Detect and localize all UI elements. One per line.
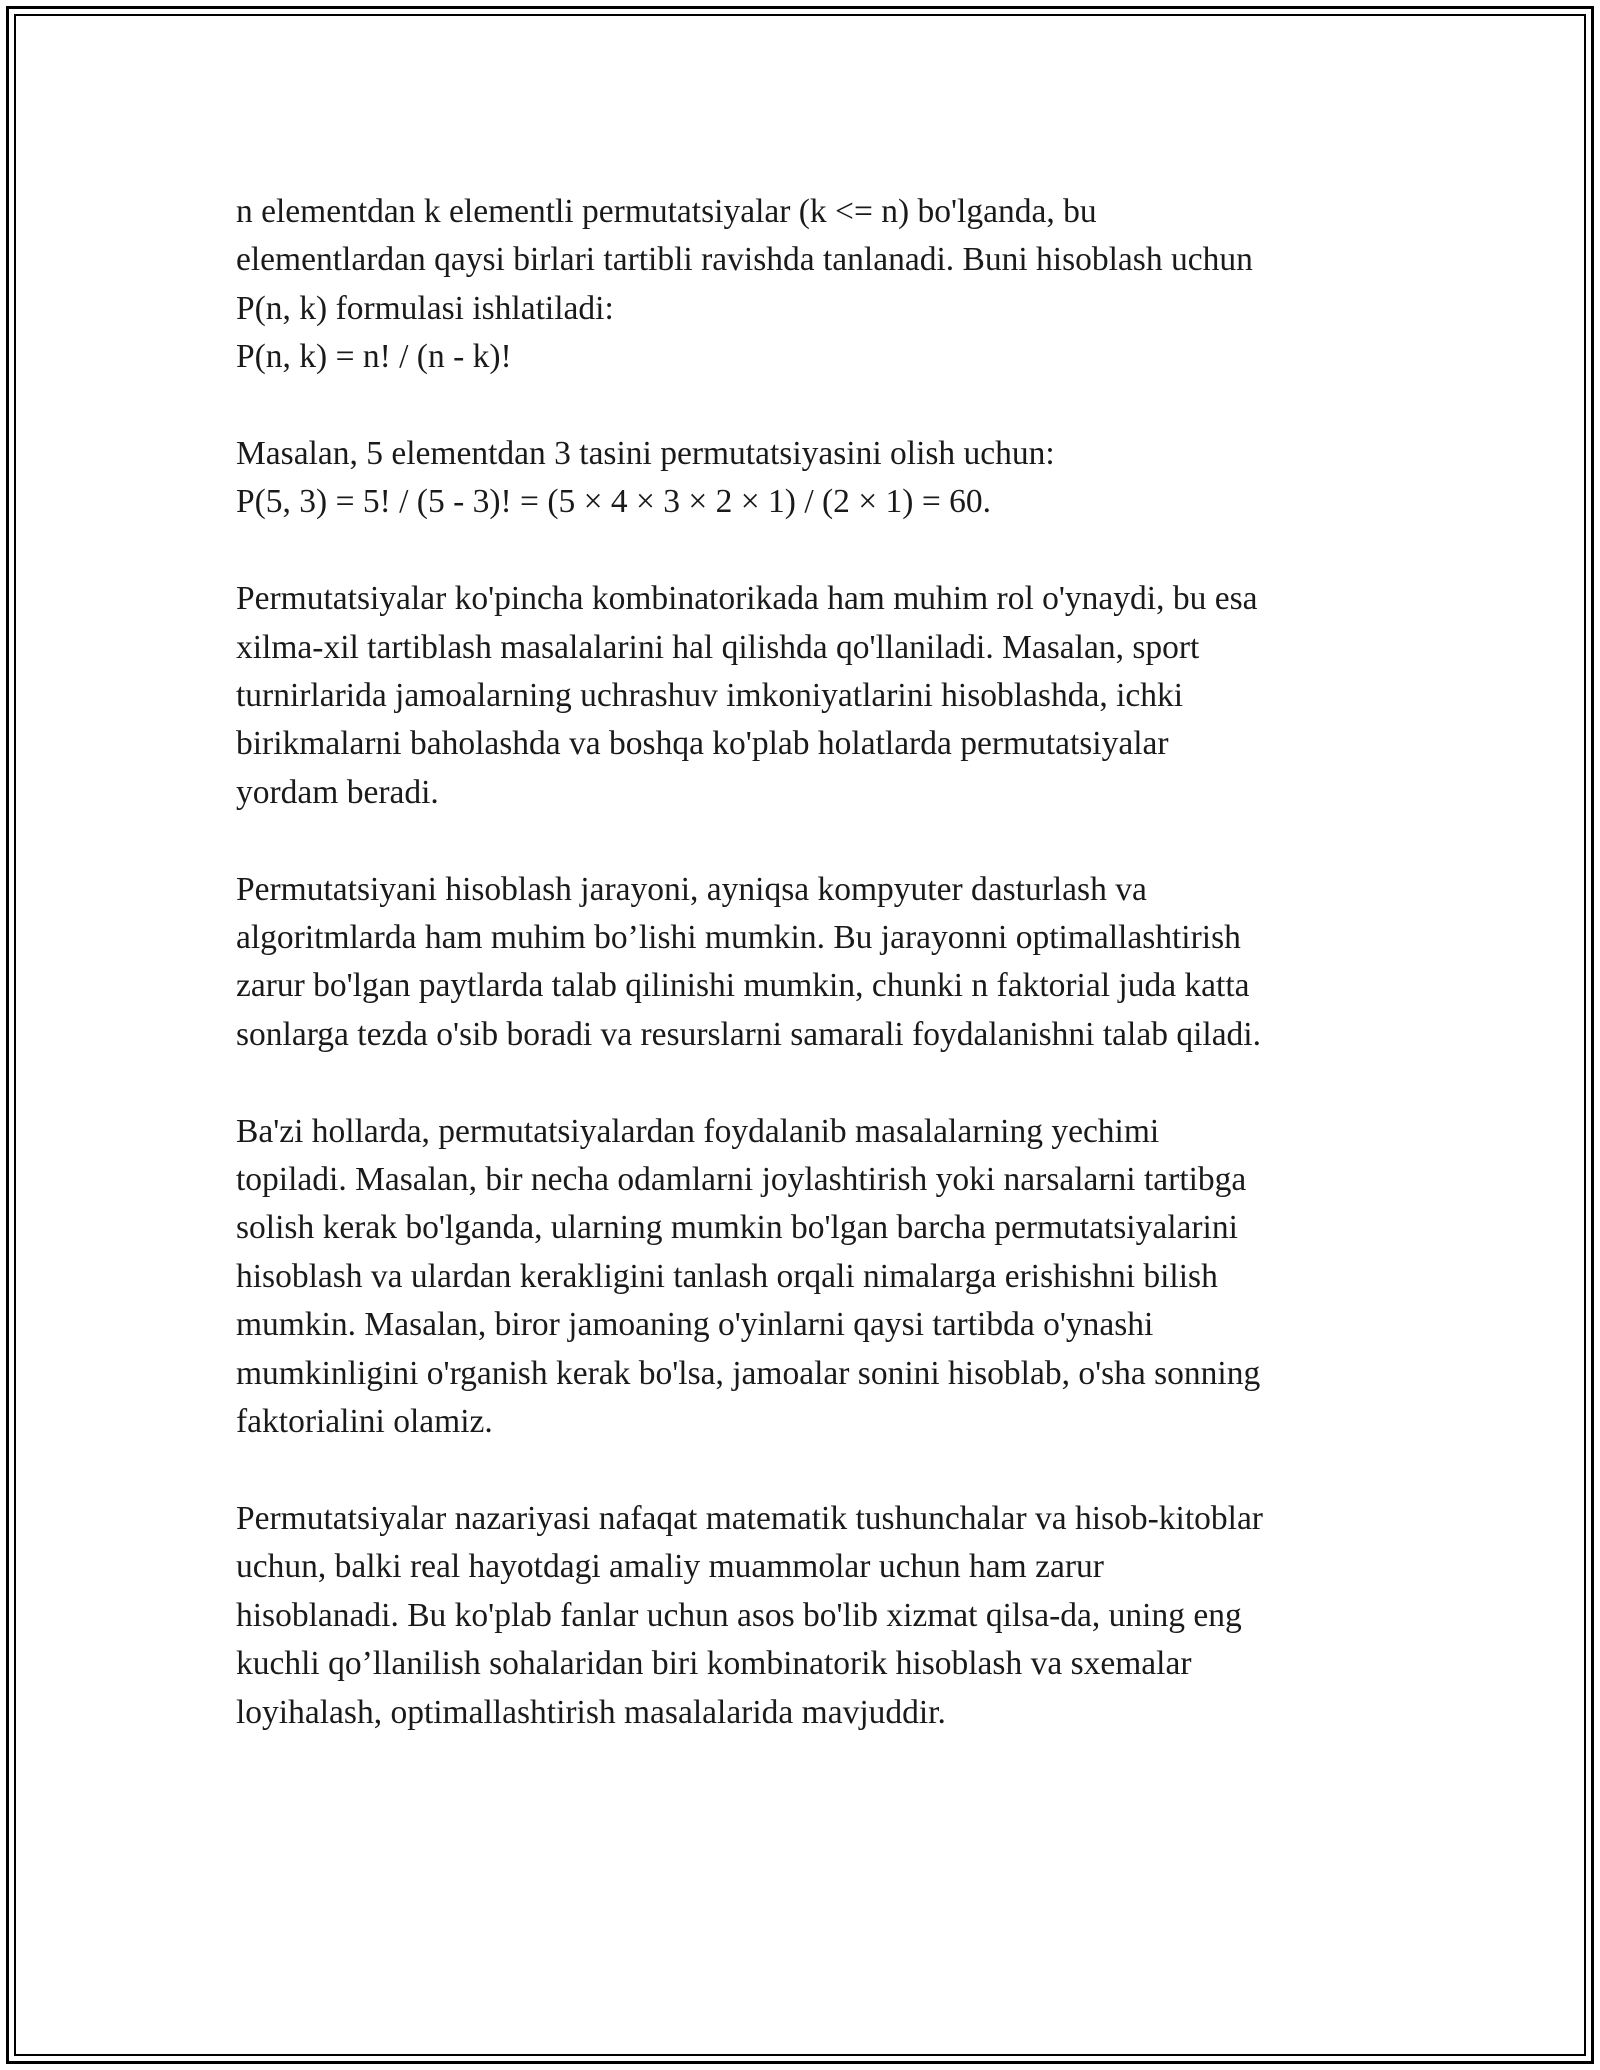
document-body bbox=[236, 188, 1396, 1785]
text-line: hisoblanadi. Bu ko'plab fanlar uchun asos bo'lib xizmat qilsa-da, uning eng bbox=[236, 1596, 1242, 1634]
text-line: solish kerak bo'lganda, ularning mumkin bo'lgan barcha permutatsiyalarini bbox=[236, 1209, 1238, 1247]
text-line: Ba'zi hollarda, permutatsiyalardan foydalanib masalalarning yechimi bbox=[236, 1112, 1160, 1150]
text-line: mumkin. Masalan, biror jamoaning o'yinlarni qaysi tartibda o'ynashi bbox=[236, 1306, 1154, 1344]
text-line: algoritmlarda ham muhim bo’lishi mumkin. Bu jarayonni optimallashtirish bbox=[236, 919, 1241, 957]
text-line: sonlarga tezda o'sib boradi va resurslarni samarali foydalanishni talab qiladi. bbox=[236, 1015, 1261, 1053]
text-line: topiladi. Masalan, bir necha odamlarni joylashtirish yoki narsalarni tartibga bbox=[236, 1161, 1247, 1199]
text-line: turnirlarida jamoalarning uchrashuv imkoniyatlarini hisoblashda, ichki bbox=[236, 677, 1184, 715]
text-line: elementlardan qaysi birlari tartibli ravishda tanlanadi. Buni hisoblash uchun bbox=[236, 241, 1253, 279]
text-line: n elementdan k elementli permutatsiyalar (k <= n) bo'lganda, bu bbox=[236, 193, 1097, 230]
text-line: Permutatsiyani hisoblash jarayoni, ayniqsa kompyuter dasturlash va bbox=[236, 870, 1147, 908]
paragraph-permutation-formula bbox=[236, 188, 1396, 382]
text-line: loyihalash, optimallashtirish masalalarida mavjuddir. bbox=[236, 1693, 946, 1731]
text-line: kuchli qo’llanilish sohalaridan biri kombinatorik hisoblash va sxemalar bbox=[236, 1645, 1192, 1683]
text-line: zarur bo'lgan paytlarda talab qilinishi mumkin, chunki n faktorial juda katta bbox=[236, 967, 1250, 1005]
paragraph-example bbox=[236, 430, 1396, 527]
text-line: uchun, balki real hayotdagi amaliy muammolar uchun ham zarur bbox=[236, 1548, 1104, 1586]
text-line: Permutatsiyalar ko'pincha kombinatorikada ham muhim rol o'ynaydi, bu esa bbox=[236, 580, 1258, 618]
text-line: hisoblash va ulardan kerakligini tanlash orqali nimalarga erishishni bilish bbox=[236, 1257, 1218, 1295]
formula-line: P(n, k) = n! / (n - k)! bbox=[236, 338, 512, 376]
text-line: P(n, k) formulasi ishlatiladi: bbox=[236, 289, 614, 327]
text-line: yordam beradi. bbox=[236, 773, 439, 811]
text-line: Permutatsiyalar nazariyasi nafaqat matematik tushunchalar va hisob-kitoblar bbox=[236, 1499, 1263, 1537]
text-line: mumkinligini o'rganish kerak bo'lsa, jamoalar sonini hisoblab, o'sha sonning bbox=[236, 1354, 1261, 1392]
text-line: faktorialini olamiz. bbox=[236, 1403, 493, 1441]
text-line: xilma-xil tartiblash masalalarini hal qilishda qo'llaniladi. Masalan, sport bbox=[236, 628, 1200, 666]
paragraph-theory bbox=[236, 1495, 1396, 1737]
text-line: birikmalarni baholashda va boshqa ko'plab holatlarda permutatsiyalar bbox=[236, 725, 1169, 763]
paragraph-applications bbox=[236, 1108, 1396, 1447]
text-line: Masalan, 5 elementdan 3 tasini permutatsiyasini olish uchun: bbox=[236, 435, 1055, 473]
paragraph-computation bbox=[236, 866, 1396, 1060]
formula-line: P(5, 3) = 5! / (5 - 3)! = (5 × 4 × 3 × 2 × 1) / (2 × 1) = 60. bbox=[236, 483, 991, 521]
paragraph-combinatorics bbox=[236, 575, 1396, 817]
